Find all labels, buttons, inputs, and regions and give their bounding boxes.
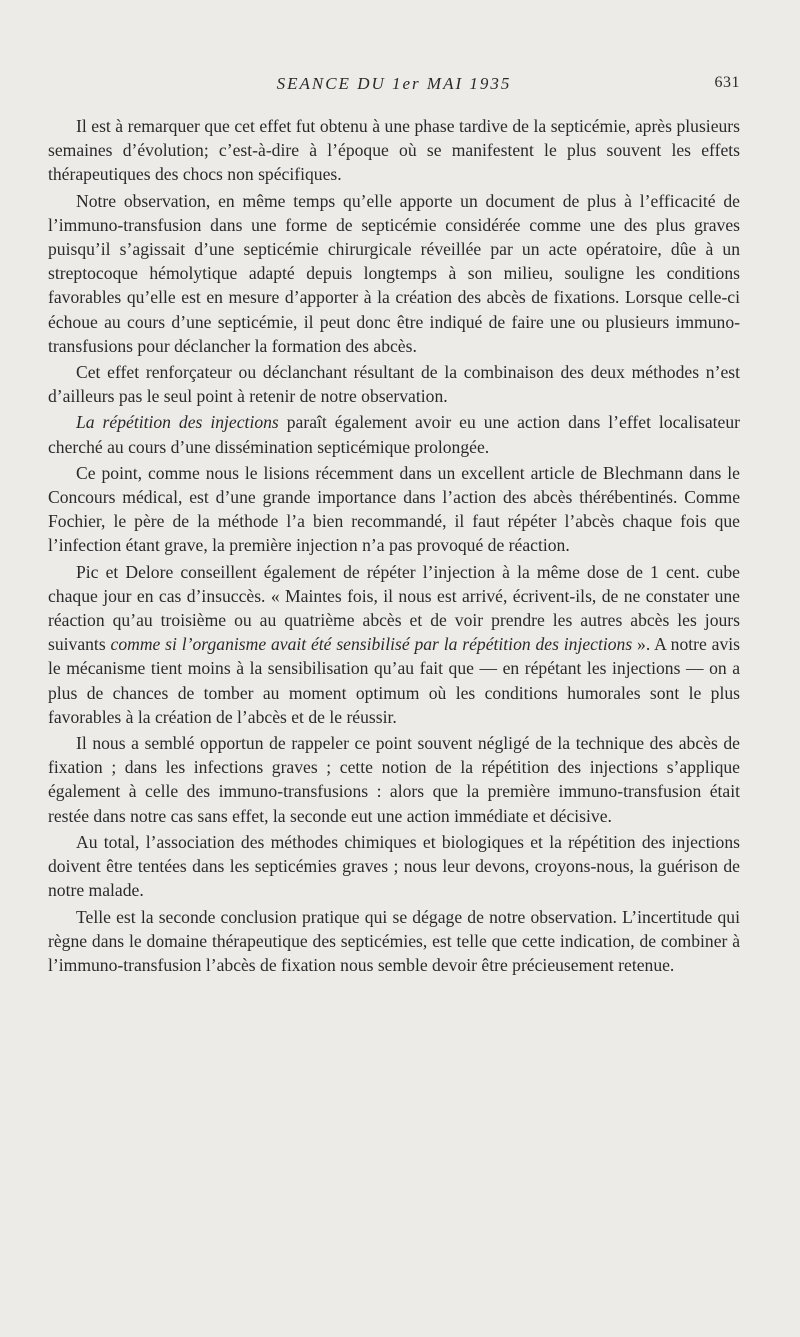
paragraph-2-text: Notre observation, en même temps qu’elle apporte un document de plus à l’efficacité de l’immuno-transfusion dans une forme de septicémie considérée comme une des plus graves puisqu’il s’agissait d’une septicémie chirurgicale réveillée par un acte opératoire, dûe à un streptocoque hémolytique adapté depuis longtemps à son milieu, souligne les conditions favorables qu’elle est en mesure d’apporter à la création des abcès de fixations. Lorsque celle-ci échoue au cours d’une septicémie, il peut donc être indiqué de faire une ou plusieurs immuno-transfusions pour déclancher la formation des abcès.: [48, 190, 740, 356]
paragraph-7-text: Il nous a semblé opportun de rappeler ce point souvent négligé de la technique des abcès de fixation ; dans les infections graves ; cette notion de la répétition des injections s’applique également à celle des immuno-transfusions : alors que la première immuno-transfusion était restée dans notre cas sans effet, la seconde eut une action immédiate et décisive.: [48, 733, 740, 826]
paragraph-5: [48, 461, 740, 558]
paragraph-4-text: paraît également avoir eu une action dans l’effet localisateur cherché au cours d’une dissémination septicémique prolongée.: [48, 412, 741, 457]
paragraph-9: [48, 905, 740, 978]
running-title: SEANCE DU 1er MAI 1935: [276, 74, 512, 93]
paragraph-6: [48, 560, 740, 729]
paragraph-4-emphasis: La répétition des injections: [76, 412, 279, 433]
page-header: [48, 72, 740, 98]
paragraph-6-emphasis: comme si l’organisme avait été sensibilisé par la répétition des injections: [110, 634, 633, 655]
paragraph-3: [48, 360, 740, 408]
paragraph-3-text: Cet effet renforçateur ou déclanchant résultant de la combinaison des deux méthodes n’est d’ailleurs pas le seul point à retenir de notre observation.: [48, 362, 740, 407]
body-text: [48, 114, 740, 979]
paragraph-1-text: Il est à remarquer que cet effet fut obtenu à une phase tardive de la septicémie, après plusieurs semaines d’évolution; c’est-à-dire à l’époque où se manifestent le plus souvent les effets thérapeutiques des chocs non spécifiques.: [48, 116, 740, 185]
page-number: 631: [714, 74, 740, 91]
paragraph-2: [48, 189, 740, 358]
paragraph-1: [48, 114, 740, 187]
paragraph-7: [48, 731, 740, 828]
paragraph-4: [48, 410, 740, 458]
paragraph-9-text: Telle est la seconde conclusion pratique qui se dégage de notre observation. L’incertitude qui règne dans le domaine thérapeutique des septicémies, est telle que cette indication, de combiner à l’immuno-transfusion l’abcès de fixation nous semble devoir être précieusement retenue.: [48, 906, 740, 975]
paragraph-5-text: Ce point, comme nous le lisions récemment dans un excellent article de Blechmann dans le Concours médical, est d’une grande importance dans l’action des abcès thérébentinés. Comme Fochier, le père de la méthode l’a bien recommandé, il faut répéter l’abcès chaque fois que l’infection étant grave, la première injection n’a pas provoqué de réaction.: [48, 462, 740, 556]
paragraph-8-text: Au total, l’association des méthodes chimiques et biologiques et la répétition des injections doivent être tentées dans les septicémies graves ; nous leur devons, croyons-nous, la guérison de notre malade.: [48, 831, 740, 901]
paragraph-6-text-before: Pic et Delore conseillent également de répéter l’injection à la même dose de 1 cent. cube chaque jour en cas d’insuccès. « Maintes fois, il nous est arrivé, écrivent-ils, de ne constater une réaction qu’au troisième ou au quatrième abcès et de voir prendre les autres abcès les jours suivants: [48, 561, 740, 655]
paragraph-6-text-after: ». A notre avis le mécanisme tient moins à la sensibilisation qu’au fait que — en répétant les injections — on a plus de chances de tomber au moment optimum où les conditions humorales sont le plus favorables à la création de l’abcès et de le réussir.: [48, 634, 740, 727]
paragraph-8: [48, 830, 740, 903]
